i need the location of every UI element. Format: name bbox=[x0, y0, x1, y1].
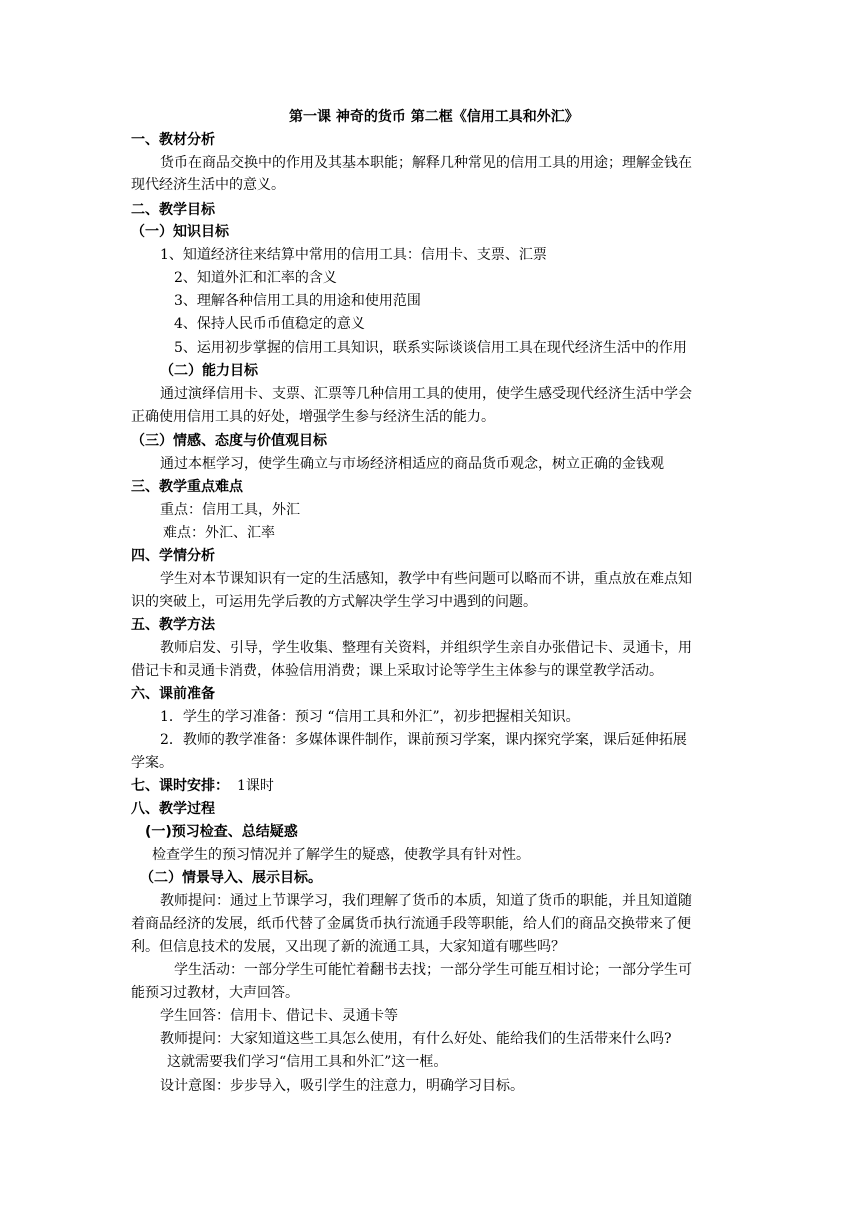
list-item: 4、保持人民币币值稳定的意义 bbox=[174, 316, 365, 332]
section-heading: 一、教材分析 bbox=[131, 132, 215, 148]
list-item: 3、理解各种信用工具的用途和使用范围 bbox=[174, 293, 421, 309]
subsection-heading: （三）情感、态度与价值观目标 bbox=[131, 433, 327, 449]
list-item: 1、知道经济往来结算中常用的信用工具：信用卡、支票、汇票 bbox=[160, 247, 547, 263]
paragraph-line: 重点：信用工具，外汇 bbox=[160, 502, 300, 518]
paragraph-line: 货币在商品交换中的作用及其基本职能；解释几种常见的信用工具的用途；理解金钱在 bbox=[160, 155, 692, 171]
subsection-heading: （二）情景导入、展示目标。 bbox=[140, 870, 322, 886]
section-heading: 八、教学过程 bbox=[131, 801, 215, 817]
section-heading: 三、教学重点难点 bbox=[131, 479, 243, 495]
paragraph-line: 通过本框学习，使学生确立与市场经济相适应的商品货币观念，树立正确的金钱观 bbox=[160, 456, 664, 472]
subsection-heading: (一)预习检查、总结疑惑 bbox=[145, 824, 298, 840]
paragraph-line: 通过演绎信用卡、支票、汇票等几种信用工具的使用，使学生感受现代经济生活中学会 bbox=[160, 386, 692, 402]
paragraph-line: 学案。 bbox=[131, 755, 173, 771]
paragraph-line: 学生对本节课知识有一定的生活感知，教学中有些问题可以略而不讲，重点放在难点知 bbox=[160, 571, 692, 587]
section-heading: 五、教学方法 bbox=[131, 617, 215, 633]
paragraph-line: 学生活动：一部分学生可能忙着翻书去找；一部分学生可能互相讨论；一部分学生可 bbox=[174, 962, 692, 978]
section-heading: 七、课时安排： bbox=[131, 778, 229, 794]
paragraph-line: 教师提问：大家知道这些工具怎么使用，有什么好处、能给我们的生活带来什么吗? bbox=[160, 1031, 672, 1047]
list-item: 2．教师的教学准备：多媒体课件制作，课前预习学案，课内探究学案，课后延伸拓展 bbox=[160, 732, 687, 748]
paragraph-line: 借记卡和灵通卡消费，体验信用消费；课上采取讨论等学生主体参与的课堂教学活动。 bbox=[131, 663, 663, 679]
paragraph-line: 教师提问：通过上节课学习，我们理解了货币的本质，知道了货币的职能，并且知道随 bbox=[160, 893, 692, 909]
paragraph-line: 着商品经济的发展，纸币代替了金属货币执行流通手段等职能，给人们的商品交换带来了便 bbox=[131, 916, 691, 932]
list-item: 1．学生的学习准备：预习 “信用工具和外汇”，初步把握相关知识。 bbox=[160, 709, 580, 725]
list-item: 5、运用初步掌握的信用工具知识，联系实际谈谈信用工具在现代经济生活中的作用 bbox=[174, 340, 687, 356]
section-heading: 二、教学目标 bbox=[131, 202, 215, 218]
paragraph-line: 教师启发、引导，学生收集、整理有关资料，并组织学生亲自办张借记卡、灵通卡，用 bbox=[160, 640, 692, 656]
paragraph-line: 现代经济生活中的意义。 bbox=[131, 177, 285, 193]
paragraph-line: 正确使用信用工具的好处，增强学生参与经济生活的能力。 bbox=[131, 409, 495, 425]
paragraph-line: 设计意图：步步导入，吸引学生的注意力，明确学习目标。 bbox=[160, 1078, 524, 1094]
paragraph-line: 难点：外汇、汇率 bbox=[163, 525, 275, 541]
paragraph-line: 检查学生的预习情况并了解学生的疑惑，使教学具有针对性。 bbox=[152, 847, 530, 863]
paragraph-line: 识的突破上，可运用先学后教的方式解决学生学习中遇到的问题。 bbox=[131, 594, 537, 610]
paragraph-line: 学生回答：信用卡、借记卡、灵通卡等 bbox=[160, 1008, 398, 1024]
document-title: 第一课 神奇的货币 第二框《信用工具和外汇》 bbox=[289, 109, 579, 125]
section-heading: 六、课前准备 bbox=[131, 686, 215, 702]
section-heading: 四、学情分析 bbox=[131, 548, 215, 564]
list-item: 2、知道外汇和汇率的含义 bbox=[174, 270, 337, 286]
class-hours-value: 1课时 bbox=[237, 778, 274, 794]
subsection-heading: （二）能力目标 bbox=[160, 363, 258, 379]
paragraph-line: 能预习过教材，大声回答。 bbox=[131, 985, 299, 1001]
subsection-heading: （一）知识目标 bbox=[131, 224, 229, 240]
paragraph-line: 利。但信息技术的发展，又出现了新的流通工具，大家知道有哪些吗？ bbox=[131, 939, 565, 955]
paragraph-line: 这就需要我们学习“信用工具和外汇”这一框。 bbox=[167, 1054, 448, 1070]
